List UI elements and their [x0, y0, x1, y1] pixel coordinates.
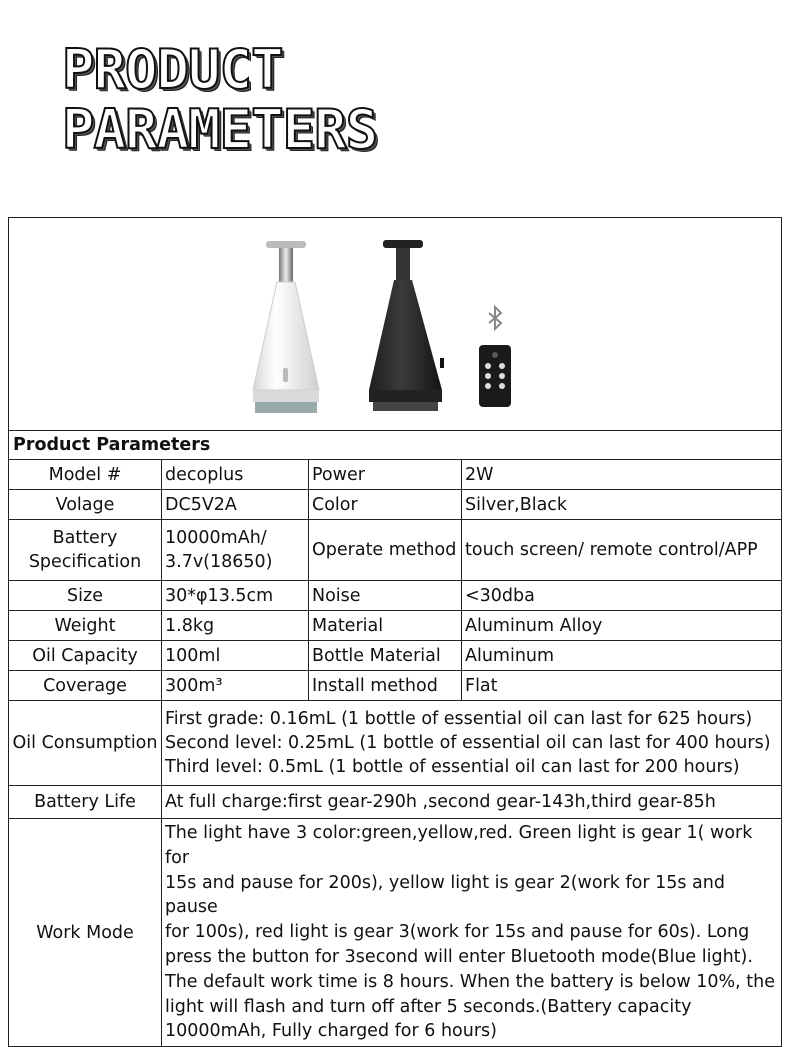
param-label: Oil Consumption: [9, 701, 162, 786]
white-diffuser: [253, 241, 319, 413]
work-line: The default work time is 8 hours. When the battery is below 10%, the: [165, 971, 775, 992]
param-value: Aluminum Alloy: [462, 611, 782, 641]
param-label: [9, 520, 162, 581]
param-value: 1.8kg: [162, 611, 309, 641]
param-label: Work Mode: [9, 819, 162, 1047]
param-label: Material: [309, 611, 462, 641]
bluetooth-icon: [489, 307, 501, 329]
table-row: [9, 490, 782, 520]
param-label: Operate method: [309, 520, 462, 581]
param-value: 2W: [462, 460, 782, 490]
parameters-table: [8, 217, 782, 1047]
param-value: touch screen/ remote control/APP: [462, 520, 782, 581]
table-heading-row: [9, 431, 782, 460]
param-label: Noise: [309, 581, 462, 611]
param-value: Flat: [462, 671, 782, 701]
param-label-line: Specification: [28, 552, 142, 572]
param-label: Battery Life: [9, 786, 162, 819]
black-diffuser: [369, 240, 444, 411]
param-label: Size: [9, 581, 162, 611]
work-line: 10000mAh, Fully charged for 6 hours): [165, 1021, 497, 1042]
param-label: Install method: [309, 671, 462, 701]
work-line: 15s and pause for 200s), yellow light is gear 2(work for 15s and pause: [165, 872, 725, 918]
param-label: Coverage: [9, 671, 162, 701]
product-illustration: [9, 218, 779, 430]
work-line: press the button for 3second will enter Bluetooth mode(Blue light).: [165, 946, 753, 967]
work-line: The light have 3 color:green,yellow,red. Green light is gear 1( work for: [165, 823, 753, 868]
table-row: [9, 520, 782, 581]
title-line-2: PARAMETERS: [62, 98, 378, 161]
table-heading: Product Parameters: [9, 431, 782, 460]
work-line: for 100s), red light is gear 3(work for 15s and pause for 60s). Long: [165, 922, 750, 943]
battery-life-row: [9, 786, 782, 819]
remote-control: [479, 345, 511, 407]
param-value: decoplus: [162, 460, 309, 490]
param-value: 30*φ13.5cm: [162, 581, 309, 611]
param-label-line: Battery: [52, 528, 118, 548]
param-label: Color: [309, 490, 462, 520]
param-label: Weight: [9, 611, 162, 641]
param-value: <30dba: [462, 581, 782, 611]
param-label: Bottle Material: [309, 641, 462, 671]
product-image-row: [9, 218, 782, 431]
param-value-line: 10000mAh/: [165, 528, 267, 548]
table-row: [9, 641, 782, 671]
oil-line: Second level: 0.25mL (1 bottle of essential oil can last for 400 hours): [165, 733, 771, 753]
param-value: 100ml: [162, 641, 309, 671]
param-label: Model #: [9, 460, 162, 490]
title-line-1: PRODUCT: [62, 38, 283, 101]
table-row: [9, 460, 782, 490]
work-mode-row: [9, 819, 782, 1047]
param-value-line: 3.7v(18650): [165, 552, 273, 572]
oil-line: First grade: 0.16mL (1 bottle of essential oil can last for 625 hours): [165, 709, 753, 729]
oil-line: Third level: 0.5mL (1 bottle of essential oil can last for 200 hours): [165, 757, 740, 777]
param-label: Oil Capacity: [9, 641, 162, 671]
param-value: 300m³: [162, 671, 309, 701]
oil-consumption-value: [162, 701, 782, 786]
param-value: Aluminum: [462, 641, 782, 671]
param-label: Volage: [9, 490, 162, 520]
param-value: Silver,Black: [462, 490, 782, 520]
param-value: [162, 520, 309, 581]
work-line: light will flash and turn off after 5 seconds.(Battery capacity: [165, 996, 692, 1017]
table-row: [9, 581, 782, 611]
table-row: [9, 671, 782, 701]
oil-consumption-row: [9, 701, 782, 786]
product-image-cell: [9, 218, 782, 431]
param-label: Power: [309, 460, 462, 490]
work-mode-value: [162, 819, 782, 1047]
param-value: DC5V2A: [162, 490, 309, 520]
battery-life-value: At full charge:first gear-290h ,second gear-143h,third gear-85h: [162, 786, 782, 819]
table-row: [9, 611, 782, 641]
